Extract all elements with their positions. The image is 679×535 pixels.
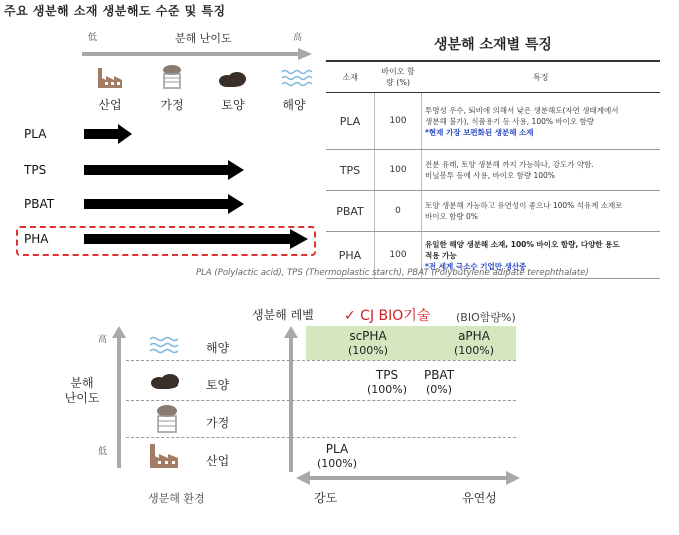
axis-high-label: 高 (293, 33, 303, 43)
abbreviation-caption: PLA (Polylactic acid), TPS (Thermoplastic starch), PBAT (Polybutylene adipate terephthalate) (196, 268, 589, 278)
table-header-row (326, 61, 660, 93)
table-row (326, 150, 660, 191)
point-pbat-name: PBAT (423, 368, 455, 382)
env-label-soil: 토양 (221, 98, 245, 112)
cell-bio-content: 100 (375, 150, 422, 191)
factory-icon (148, 442, 182, 470)
material-label-pbat: PBAT (24, 197, 55, 211)
point-scpha-bio: (100%) (347, 344, 389, 357)
cell-bio-content: 100 (375, 232, 422, 279)
axis-low-label: 低 (88, 33, 98, 43)
properties-table (326, 60, 660, 279)
strength-flexibility-arrow (296, 470, 522, 486)
cell-features (422, 150, 661, 191)
cell-bio-content: 0 (375, 191, 422, 232)
y-title-line1: 분해 (70, 376, 94, 390)
point-apha-bio: (100%) (453, 344, 495, 357)
feature-line: 투명성 우수, 퇴비에 의해서 낮은 생분해도(자연 생태계에서 (425, 105, 619, 115)
y-title-line2: 난이도 (64, 391, 100, 405)
level-vertical-arrow (284, 326, 298, 474)
arrow-pbat (84, 194, 246, 214)
env-label-industrial: 산업 (98, 98, 122, 112)
factory-icon (96, 66, 126, 90)
feature-line: 전분 유래, 토양 생분해 까지 가능하나, 강도가 약함. (425, 160, 594, 169)
level-label-ocean: 해양 (206, 341, 230, 355)
x-left-label: 강도 (314, 491, 338, 505)
point-tps-bio: (100%) (366, 383, 408, 396)
feature-line: 바이오 함량 0% (425, 212, 478, 221)
axis-title: 분해 난이도 (175, 32, 232, 45)
material-label-pla: PLA (24, 127, 47, 141)
level-axis-title: 생분해 레벨 (252, 308, 314, 322)
point-pbat-bio: (0%) (425, 383, 453, 396)
cell-features (422, 93, 661, 150)
level-divider-2 (126, 400, 516, 401)
waves-icon (148, 334, 182, 356)
level-divider-3 (126, 437, 516, 438)
header-material: 소재 (326, 61, 375, 93)
difficulty-axis-arrow (82, 47, 314, 61)
y-low-label: 低 (98, 447, 108, 457)
env-label-ocean: 해양 (282, 98, 306, 112)
table-row (326, 93, 660, 150)
header-feature: 특징 (422, 61, 661, 93)
soil-icon (150, 372, 182, 390)
point-scpha-name: scPHA (349, 329, 387, 343)
point-pla-name: PLA (325, 442, 349, 456)
arrow-pha (84, 229, 310, 249)
arrow-pla (84, 124, 134, 144)
trash-bin-icon (160, 64, 184, 90)
point-apha-name: aPHA (458, 329, 490, 343)
env-label-home: 가정 (160, 98, 184, 112)
point-pla-bio: (100%) (316, 457, 358, 470)
cell-material: PLA (326, 93, 375, 150)
table-title: 생분해 소재별 특징 (434, 37, 552, 53)
cj-bio-label: ✓ CJ BIO기술 (344, 308, 431, 324)
feature-line: 비닐봉투 등에 사용, 바이오 함량 100% (425, 171, 555, 180)
point-tps-name: TPS (375, 368, 399, 382)
cell-material: PBAT (326, 191, 375, 232)
page-title: 주요 생분해 소재 생분해도 수준 및 특징 (4, 4, 226, 18)
cell-material: PHA (326, 232, 375, 279)
x-right-label: 유연성 (462, 491, 497, 505)
feature-line: 적용 가능 (425, 250, 457, 260)
feature-line: *전 세계 극소수 기업만 생산중 (425, 261, 527, 271)
header-bio: 바이오 함량 (%) (375, 61, 422, 93)
material-label-tps: TPS (24, 163, 47, 177)
arrow-tps (84, 160, 246, 180)
feature-line: 유일한 해양 생분해 소재, 100% 바이오 함량, 다양한 용도 (425, 239, 620, 249)
feature-line: 토양 생분해 가능하고 유연성이 좋으나 100% 석유계 소재로 (425, 201, 623, 210)
y-high-label: 高 (98, 335, 108, 345)
difficulty-vertical-arrow (112, 326, 126, 470)
trash-bin-icon (154, 404, 180, 434)
feature-line: *현재 가장 보편화된 생분해 소재 (425, 127, 534, 137)
cell-bio-content: 100 (375, 93, 422, 150)
table-row (326, 191, 660, 232)
waves-icon (280, 68, 312, 88)
material-label-pha: PHA (24, 232, 49, 246)
cell-material: TPS (326, 150, 375, 191)
soil-icon (218, 70, 248, 88)
bio-content-label: (BIO함량%) (456, 311, 516, 324)
level-label-soil: 토양 (206, 378, 230, 392)
level-divider-1 (126, 360, 516, 361)
level-label-industrial: 산업 (206, 454, 230, 468)
cell-features (422, 191, 661, 232)
x-env-title: 생분해 환경 (148, 492, 205, 505)
feature-line: 생분해 불가), 식품용기 등 사용, 100% 바이오 함량 (425, 116, 594, 126)
level-label-home: 가정 (206, 416, 230, 430)
